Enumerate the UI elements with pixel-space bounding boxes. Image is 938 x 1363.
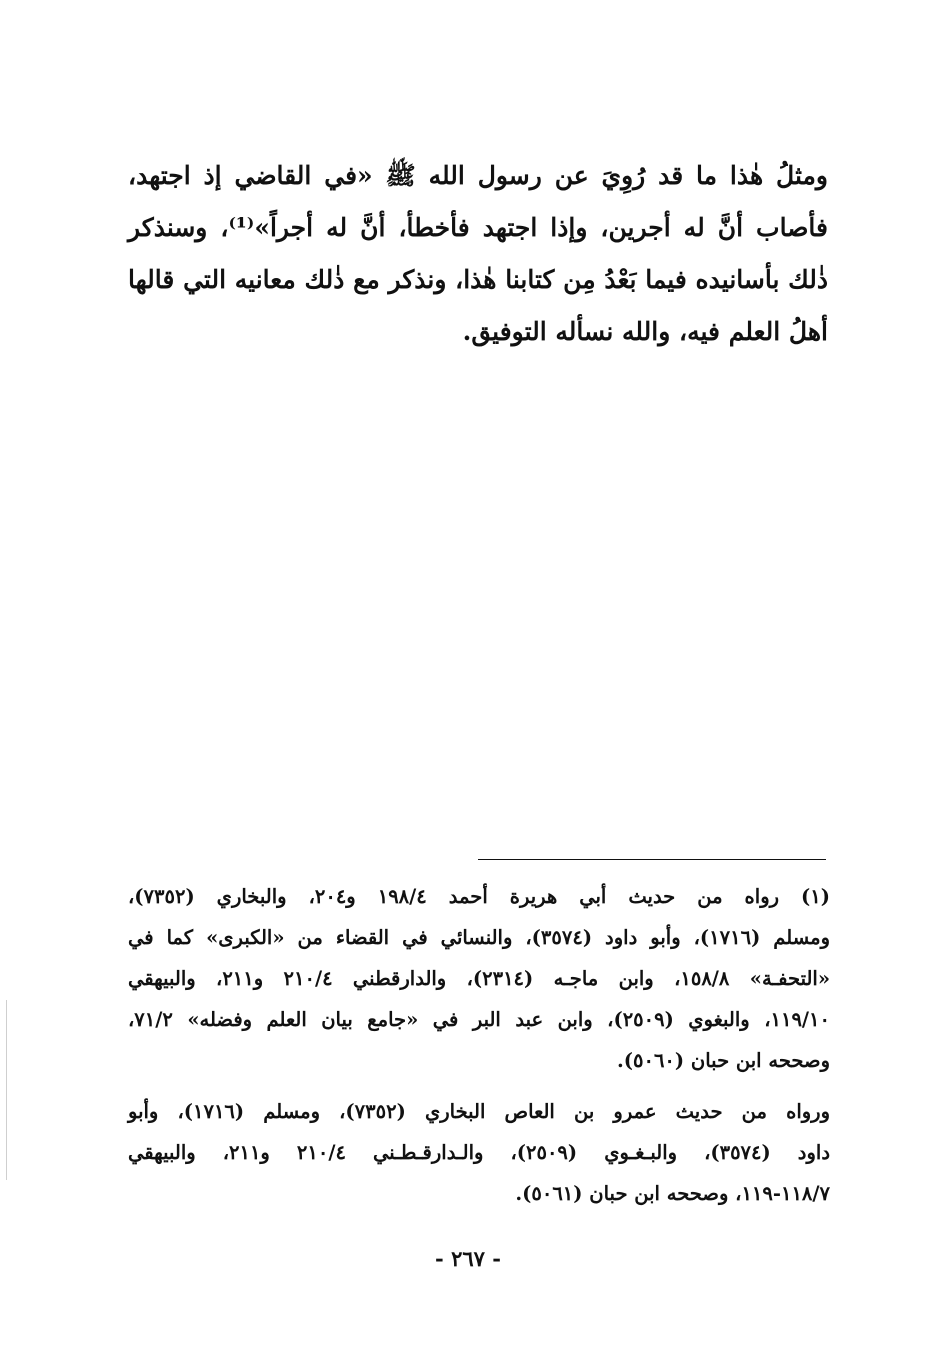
scan-margin-line bbox=[6, 1000, 7, 1180]
footnote-line: (١) رواه من حديث أبي هريرة أحمد ١٩٨/٤ و٢٠٤، والبخاري (٧٣٥٢)، bbox=[128, 885, 830, 908]
page-number: - ٢٦٧ - bbox=[435, 1246, 501, 1271]
footnote-1-continued bbox=[128, 1091, 830, 1214]
footnote-1 bbox=[128, 876, 830, 1081]
footnote-line: وصححه ابن حبان (٥٠٦٠). bbox=[616, 1049, 830, 1072]
main-text-line: فأصاب أنَّ له أجرين، وإذا اجتهد فأخطأ، أنَّ له أجراً»⁽¹⁾، وسنذكر bbox=[128, 213, 828, 242]
main-text-line: أهلُ العلم فيه، والله نسأله التوفيق. bbox=[462, 317, 828, 346]
footnote-line: ١١٨/٧-١١٩، وصححه ابن حبان (٥٠٦١). bbox=[515, 1182, 830, 1205]
footnote-line: «التحفـة» ١٥٨/٨، وابن ماجـه (٢٣١٤)، والدارقطني ٢١٠/٤ و٢١١، والبيهقي bbox=[128, 967, 831, 990]
footnotes bbox=[128, 876, 830, 1214]
footnote-line: داود (٣٥٧٤)، والبـغـوي (٢٥٠٩)، والـدارقـطـني ٢١٠/٤ و٢١١، والبيهقي bbox=[128, 1141, 830, 1164]
footnote-line: ومسلم (١٧١٦)، وأبو داود (٣٥٧٤)، والنسائي في القضاء من «الكبرى» كما في bbox=[128, 926, 830, 949]
main-text bbox=[128, 150, 828, 358]
footnote-line: ١١٩/١٠، والبغوي (٢٥٠٩)، وابن عبد البر في «جامع بيان العلم وفضله» ٧١/٢، bbox=[128, 1008, 830, 1031]
main-text-line: ذٰلك بأسانيده فيما بَعْدُ مِن كتابنا هٰذا، ونذكر مع ذٰلك معانيه التي قالها bbox=[128, 265, 828, 294]
main-text-line: ومثلُ هٰذا ما قد رُوِيَ عن رسول الله ﷺ «في القاضي إذ اجتهد، bbox=[128, 161, 828, 190]
footnote-divider bbox=[478, 859, 826, 860]
footnote-line: ورواه من حديث عمرو بن العاص البخاري (٧٣٥٢)، ومسلم (١٧١٦)، وأبو bbox=[128, 1100, 830, 1123]
